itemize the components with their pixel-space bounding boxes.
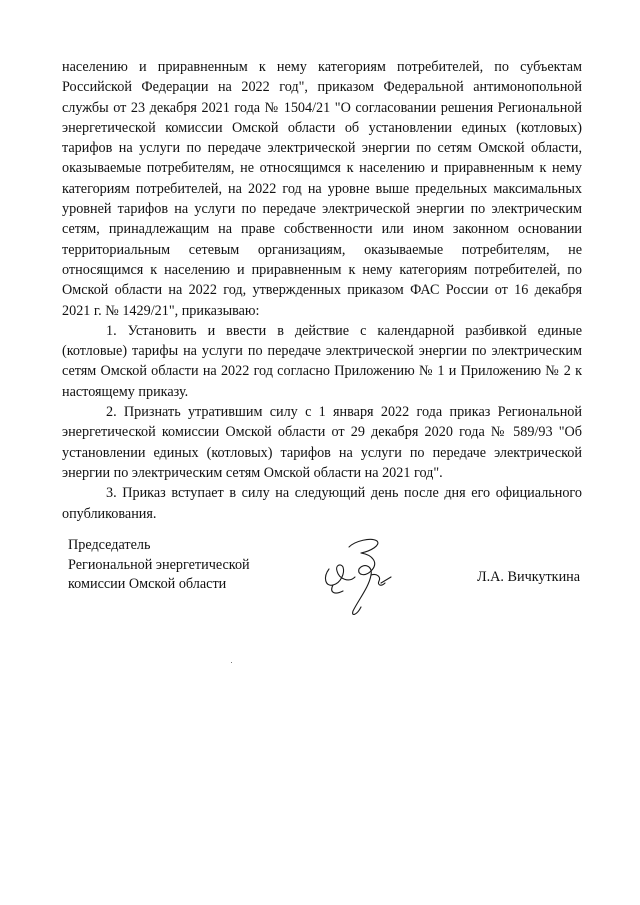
signatory-title: [68, 536, 250, 595]
signatory-title-line-3: комиссии Омской области: [68, 576, 227, 592]
scan-speck: [231, 662, 232, 663]
paragraph-item-1: 1. Установить и ввести в действие с календарной разбивкой единые (котловые) тарифы на услуги по передаче электрической энергии по электрическим сетям Омской области на 2022 год согласно Приложению № 1 и Приложению № 2 к настоящему приказу.: [62, 322, 582, 400]
paragraph-preamble: населению и приравненным к нему категориям потребителей, по субъектам Российской Федерации на 2022 год", приказом Федеральной антимонопольной службы от 23 декабря 2021 года № 1504/21 "О согласовании решения Региональной энергетической комиссии Омской области об установлении единых (котловых) тарифов на услуги по передаче электрической энергии по сетям Омской области, оказываемые потребителям, не относящимся к населению и приравненным к нему категориям потребителей, на 2022 год на уровне выше предельных максимальных уровней тарифов на услуги по передаче электрической энергии по электрическим сетям, принадлежащим на праве собственности или ином законном основании территориальным сетевым организациям, оказываемые потребителям, не относящимся к населению и приравненным к нему категориям потребителей, по Омской области на 2022 год, утвержденных приказом ФАС России от 16 декабря 2021 г. № 1429/21", приказываю:: [62, 59, 582, 319]
signatory-title-line-2: Региональной энергетической: [68, 556, 250, 573]
signatory-title-line-1: Председатель: [68, 537, 151, 553]
signatory-name: Л.А. Вичкуткина: [477, 569, 581, 585]
document-body: [62, 57, 582, 524]
paragraph-item-3: 3. Приказ вступает в силу на следующий день после дня его официального опубликования.: [62, 485, 582, 522]
paragraph-item-2: 2. Признать утратившим силу с 1 января 2022 года приказ Региональной энергетической комиссии Омской области от 29 декабря 2020 года № 589/93 "Об установлении единых (котловых) тарифов на услуги по передаче электрической энергии по электрическим сетям Омской области на 2021 год".: [62, 404, 582, 481]
handwritten-signature: [315, 533, 397, 621]
